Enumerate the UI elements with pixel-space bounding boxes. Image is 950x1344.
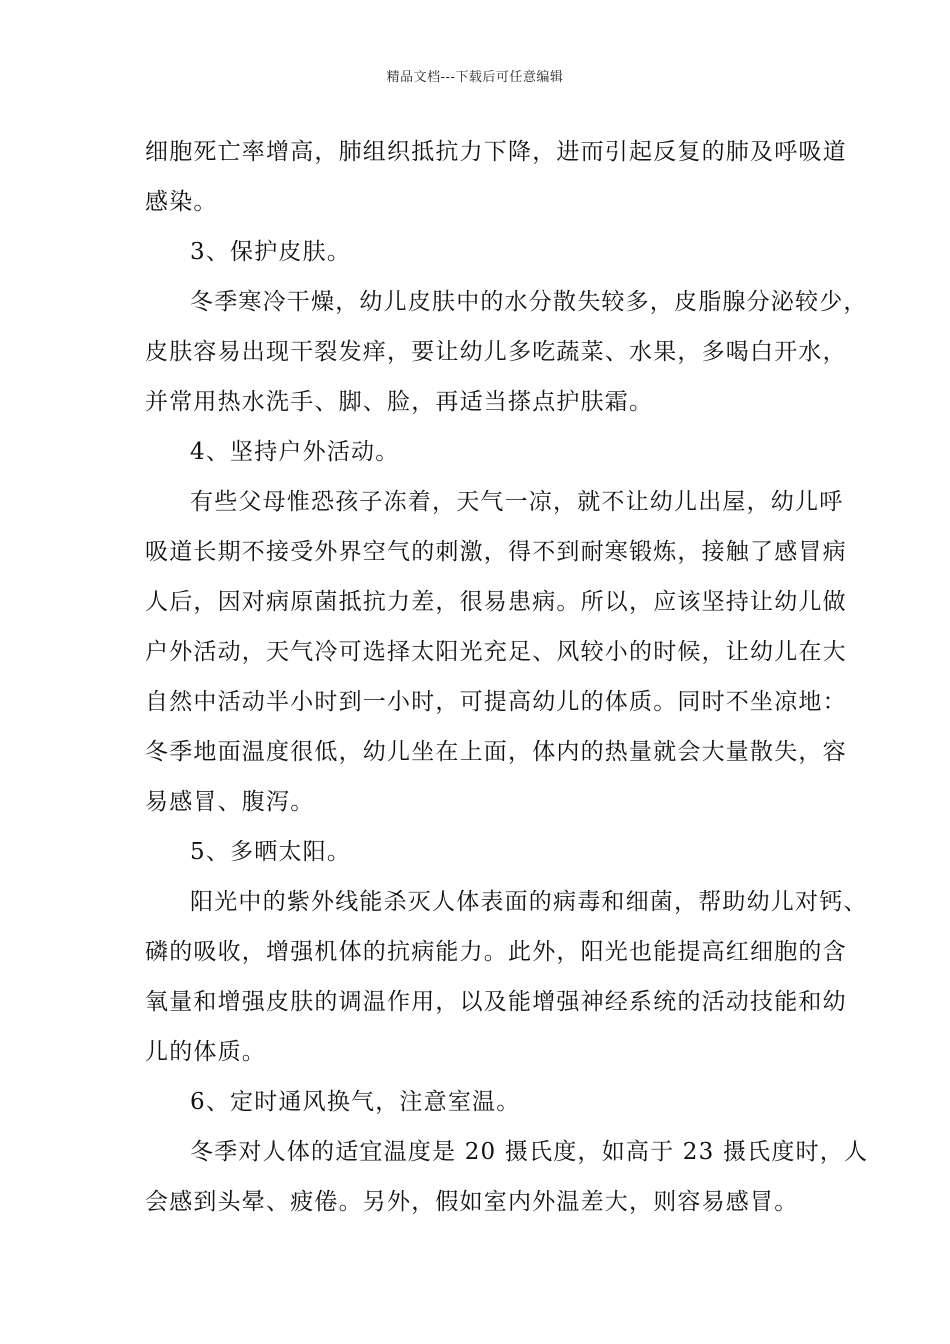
- paragraph-first-line: 冬季寒冷干燥，幼儿皮肤中的水分散失较多，皮脂腺分泌较少，: [190, 289, 868, 315]
- text-line: 氧量和增强皮肤的调温作用，以及能增强神经系统的活动技能和幼: [145, 989, 847, 1015]
- text-line: 自然中活动半小时到一小时，可提高幼儿的体质。同时不坐凉地：: [145, 689, 847, 715]
- section-heading: 4、坚持户外活动。: [190, 439, 400, 465]
- text-line: 皮肤容易出现干裂发痒，要让幼儿多吃蔬菜、水果，多喝白开水，: [145, 339, 847, 365]
- text-line: 户外活动，天气冷可选择太阳光充足、风较小的时候，让幼儿在大: [145, 639, 847, 665]
- text-line: 细胞死亡率增高，肺组织抵抗力下降，进而引起反复的肺及呼吸道: [145, 139, 847, 165]
- text-line: 感染。: [145, 189, 218, 215]
- section-heading: 6、定时通风换气，注意室温。: [190, 1089, 521, 1115]
- text-line: 儿的体质。: [145, 1039, 266, 1065]
- text-line: 并常用热水洗手、脚、脸，再适当搽点护肤霜。: [145, 389, 654, 415]
- text-line: 会感到头晕、疲倦。另外，假如室内外温差大，则容易感冒。: [145, 1189, 799, 1215]
- paragraph-first-line: 阳光中的紫外线能杀灭人体表面的病毒和细菌，帮助幼儿对钙、: [190, 889, 868, 915]
- text-line: 冬季地面温度很低，幼儿坐在上面，体内的热量就会大量散失，容: [145, 739, 847, 765]
- text-line: 磷的吸收，增强机体的抗病能力。此外，阳光也能提高红细胞的含: [145, 939, 847, 965]
- paragraph-first-line: 有些父母惟恐孩子冻着，天气一凉，就不让幼儿出屋，幼儿呼: [190, 489, 844, 515]
- section-heading: 3、保护皮肤。: [190, 239, 352, 265]
- text-line: 人后，因对病原菌抵抗力差，很易患病。所以，应该坚持让幼儿做: [145, 589, 847, 615]
- text-line: 吸道长期不接受外界空气的刺激，得不到耐寒锻炼，接触了感冒病: [145, 539, 847, 565]
- paragraph-first-line: 冬季对人体的适宜温度是 20 摄氏度，如高于 23 摄氏度时，人: [190, 1139, 869, 1165]
- page-header: 精品文档---下载后可任意编辑: [386, 70, 564, 85]
- text-line: 易感冒、腹泻。: [145, 789, 315, 815]
- section-heading: 5、多晒太阳。: [190, 839, 352, 865]
